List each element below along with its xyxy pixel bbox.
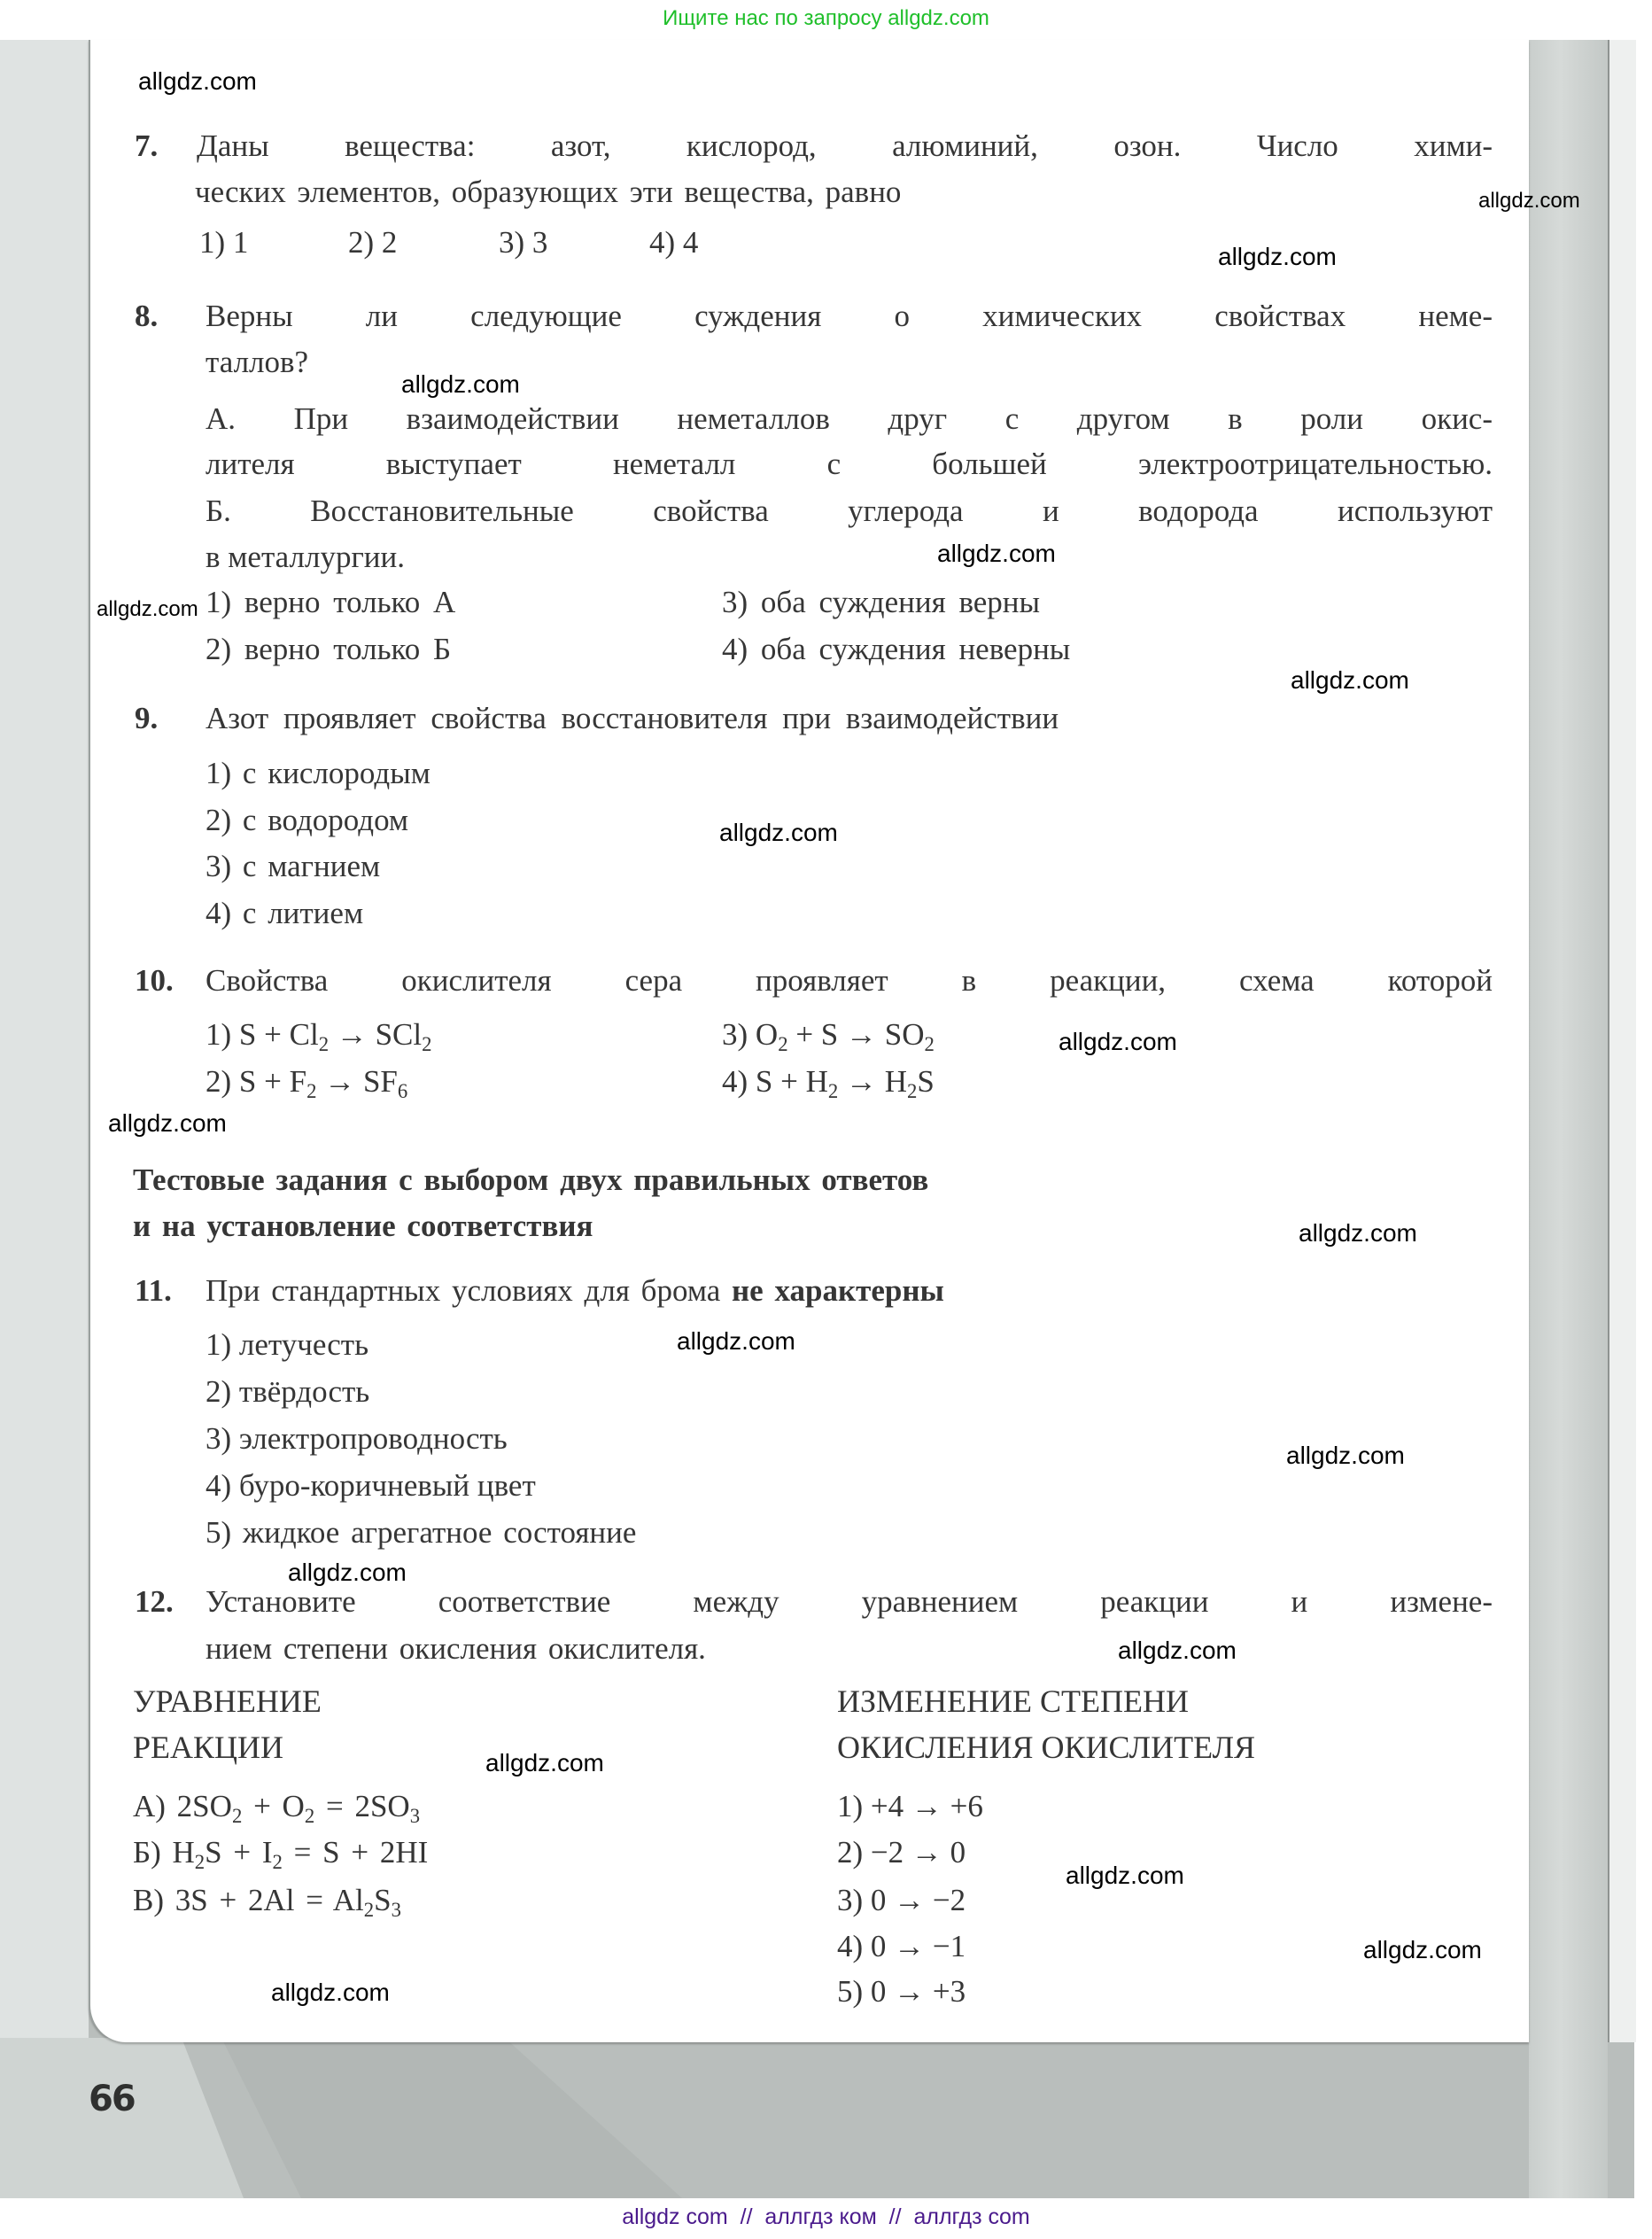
q8-option-2: 2) верно только Б [206,632,452,666]
q10-option-4: 4) $S + H_2 \to H_2S$ [722,1064,935,1102]
q8-statement-b-line2: в металлургии. [206,540,406,574]
watermark: allgdz.com [677,1327,795,1355]
q7-option-2: 2) 2 [348,225,398,260]
q10-text: Свойства окислителя сера проявляет в реакции, схема которой [206,963,1493,998]
watermark: allgdz.com [1286,1442,1405,1469]
watermark: allgdz.com [1118,1636,1237,1664]
watermark: allgdz.com [108,1109,227,1137]
q12-number: 12. [135,1584,174,1619]
bottom-banner: allgdz com // аллгдз ком // аллгдз com [622,2204,1030,2229]
watermark: allgdz.com [138,67,257,95]
q10-option-2: 2) $S + F_2 \to SF_6$ [206,1064,408,1102]
q10-option-1: 1) $S + Cl_2 \to SCl_2$ [206,1017,432,1055]
q7-option-1: 1) 1 [199,225,249,260]
q12-right-header-line2: ОКИСЛЕНИЯ ОКИСЛИТЕЛЯ [837,1730,1256,1765]
q10-option-3: 3) $O_2 + S \to SO_2$ [722,1017,935,1055]
q9-option-3: 3) с магнием [206,849,381,883]
q8-option-1: 1) верно только А [206,585,456,619]
q11-text-regular: При стандартных условиях для брома [206,1273,733,1308]
next-page-edge [1608,40,1636,2042]
q10-number: 10. [135,963,174,998]
q8-statement-a-line1: А. При взаимодействии неметаллов друг с другом в роли окис- [206,401,1493,436]
q11-number: 11. [135,1273,172,1308]
watermark: allgdz.com [937,540,1056,567]
q12-right-header-line1: ИЗМЕНЕНИЕ СТЕПЕНИ [837,1683,1189,1719]
q7-option-3: 3) 3 [499,225,548,260]
q7-option-4: 4) 4 [649,225,699,260]
watermark: allgdz.com [1291,666,1409,694]
q9-option-2: 2) с водородом [206,803,409,837]
watermark: allgdz.com [401,370,520,398]
q9-option-1: 1) с кислородым [206,756,430,790]
watermark: allgdz.com [1299,1219,1417,1247]
q12-change-4: 4) 0 → −1 [837,1929,966,1963]
q11-option-4: 4) буро-коричневый цвет [206,1468,536,1503]
page-number: 66 [89,2079,135,2119]
q12-left-header-line2: РЕАКЦИИ [133,1730,284,1765]
q8-statement-a-line2: лителя выступает неметалл с большей электроотрицательностью. [206,447,1493,481]
watermark: allgdz.com [288,1559,407,1586]
q11-option-2: 2) твёрдость [206,1374,370,1409]
q12-reaction-a: А) $2SO_2 + O_2 = 2SO_3$ [133,1789,421,1827]
watermark: allgdz.com [1363,1936,1482,1963]
q11-option-5: 5) жидкое агрегатное состояние [206,1515,637,1550]
watermark: allgdz.com [1066,1862,1184,1889]
watermark: allgdz.com [1218,243,1337,270]
q7-number: 7. [135,128,159,163]
q9-text: Азот проявляет свойства восстановителя при взаимодействии [206,701,1059,735]
q8-option-4: 4) оба суждения неверны [722,632,1071,666]
q9-option-4: 4) с литием [206,896,364,930]
q9-number: 9. [135,701,159,735]
q11-option-1: 1) летучесть [206,1327,369,1362]
q8-statement-b-line1: Б. Восстановительные свойства углерода и водорода используют [206,494,1493,528]
watermark: allgdz.com [271,1979,390,2006]
page-gutter [1529,40,1608,2198]
q12-reaction-v: В) $3S + 2Al = Al_2S_3$ [133,1883,401,1921]
q11-text [206,1275,944,1306]
q12-change-3: 3) 0 → −2 [837,1883,966,1917]
q12-text-line1: Установите соответствие между уравнением реакции и измене- [206,1584,1493,1619]
section-heading-line1: Тестовые задания с выбором двух правильных ответов [133,1162,929,1197]
watermark: allgdz.com [485,1749,604,1776]
q7-text-line2: ческих элементов, образующих эти вещества, равно [195,175,902,209]
q12-change-5: 5) 0 → +3 [837,1974,966,2009]
watermark: allgdz.com [97,597,198,621]
q12-left-header-line1: УРАВНЕНИЕ [133,1683,322,1719]
section-heading-line2: и на установление соответствия [133,1209,593,1243]
q11-option-3: 3) электропроводность [206,1421,508,1456]
watermark: allgdz.com [719,819,838,846]
q8-number: 8. [135,299,159,333]
q8-option-3: 3) оба суждения верны [722,585,1041,619]
q8-text-line2: таллов? [206,345,309,379]
watermark: allgdz.com [1059,1028,1177,1055]
q8-text-line1: Верны ли следующие суждения о химических свойствах неме- [206,299,1493,333]
q12-text-line2: нием степени окисления окислителя. [206,1631,706,1666]
q12-change-2: 2) −2 → 0 [837,1835,966,1870]
watermark: allgdz.com [1478,189,1580,213]
q12-reaction-b: Б) $H_2S + I_2 = S + 2HI$ [133,1835,429,1873]
q12-change-1: 1) +4 → +6 [837,1789,983,1823]
left-page-margin [0,40,89,2198]
q7-text-line1: Даны вещества: азот, кислород, алюминий, озон. Число хими- [197,128,1493,163]
q11-text-bold: не характерны [732,1273,944,1308]
top-banner: Ищите нас по запросу allgdz.com [663,6,989,30]
